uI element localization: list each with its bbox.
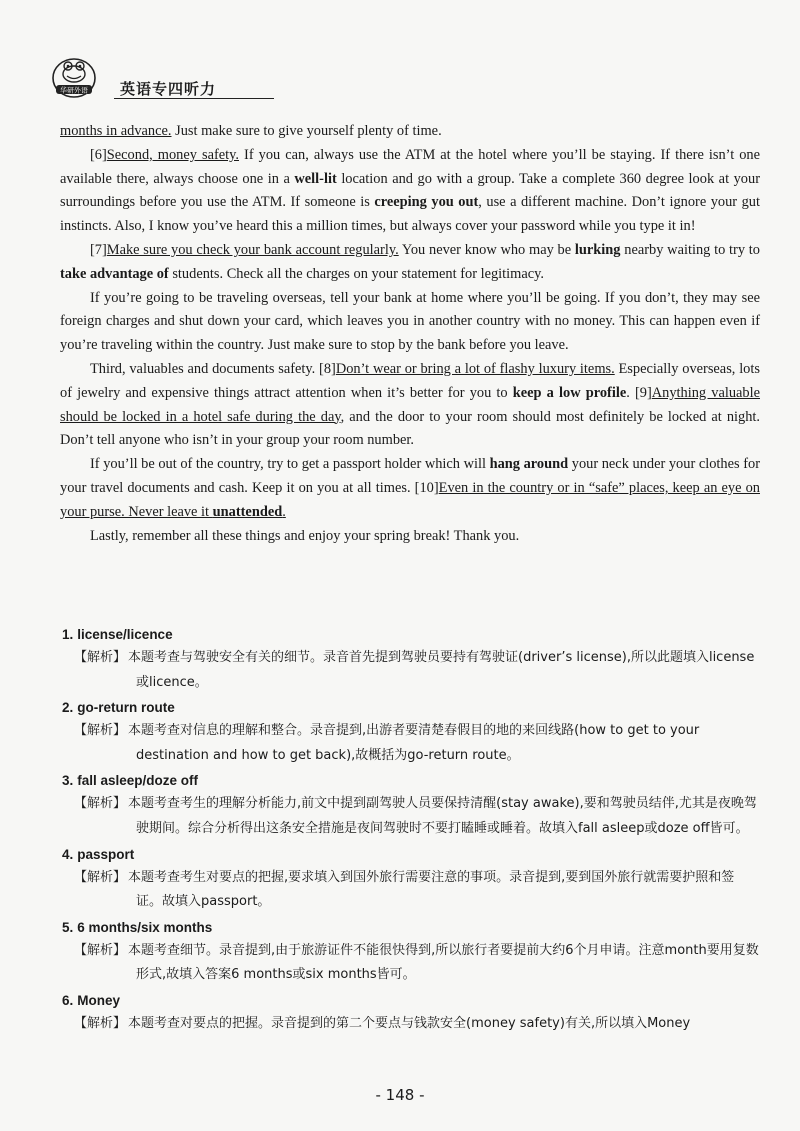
answer-heading <box>62 624 760 646</box>
answer-explanation <box>74 792 760 841</box>
passage-text: take advantage of <box>60 265 169 282</box>
book-title: 英语专四听力 <box>120 80 217 98</box>
answer-key: passport <box>77 846 135 862</box>
answer-item <box>60 917 760 988</box>
answer-number: 5. <box>62 919 74 935</box>
passage-text: lurking <box>574 241 621 258</box>
passage-text: , use a different machine. Don’t ignore your gut instincts. Also, I know you’ve heard this a million times, but always cover your password while you type it in! <box>60 194 760 235</box>
passage-paragraph <box>60 287 760 358</box>
answer-explanation <box>74 719 760 768</box>
explanation-tag: 【解析】 <box>74 1015 127 1031</box>
answer-explanation <box>74 646 760 695</box>
passage-paragraph <box>60 144 760 239</box>
answer-explanation <box>74 1012 760 1037</box>
passage-text: nearby waiting to try to <box>620 241 760 258</box>
answer-item <box>60 770 760 841</box>
passage-paragraph <box>60 453 760 524</box>
passage-text: . [9] <box>626 384 652 401</box>
answer-item <box>60 990 760 1037</box>
listening-script-passage <box>60 120 760 548</box>
answer-explanation <box>74 866 760 915</box>
answer-key: Money <box>77 992 121 1008</box>
passage-text: , and the door to your room should most definitely be locked at night. Don’t tell anyone who isn’t in your group your room number. <box>60 408 761 449</box>
header-divider <box>114 98 274 99</box>
answer-heading <box>62 844 760 866</box>
answer-key: license/licence <box>77 627 173 642</box>
underlined-answer-text: . <box>282 503 286 520</box>
passage-text: Just make sure to give yourself plenty of time. <box>171 123 442 139</box>
answer-number: 1. <box>62 627 74 642</box>
answer-explanation <box>74 939 760 988</box>
answer-heading <box>62 770 760 792</box>
passage-text: Third, valuables and documents safety. [8] <box>90 360 336 377</box>
answer-key: fall asleep/doze off <box>77 773 199 789</box>
explanation-tag: 【解析】 <box>74 869 127 885</box>
page-header <box>40 52 760 102</box>
explanation-text: 本题考查考生的理解分析能力,前文中提到副驾驶人员要保持清醒(stay awake),要和驾驶员结伴,尤其是夜晚驾驶期间。综合分析得出这条安全措施是夜间驾驶时不要打瞌睡或睡着。故填入fall asleep或doze off皆可。 <box>128 796 757 836</box>
explanation-tag: 【解析】 <box>74 650 127 665</box>
passage-text: [7] <box>90 241 107 258</box>
page-number: - 148 - <box>375 1086 425 1104</box>
passage-text: If you’ll be out of the country, try to get a passport holder which will <box>90 456 490 473</box>
underlined-answer-text: Even in the country or in “safe” places, keep an eye on your purse. Never leave it <box>60 479 760 520</box>
answer-item <box>60 697 760 768</box>
underlined-answer-text: Don’t wear or bring a lot of flashy luxury items. <box>335 360 615 377</box>
logo-text: 华研外语 <box>60 86 88 95</box>
explanation-text: 本题考查对信息的理解和整合。录音提到,出游者要清楚春假目的地的来回线路(how to get to your destination and how to get back),故概括为go-return route。 <box>128 723 700 763</box>
passage-text: Especially overseas, lots of jewelry and expensive things attract attention when it’s better for you to <box>60 360 760 401</box>
answer-heading <box>62 990 760 1012</box>
passage-text: students. Check all the charges on your statement for legitimacy. <box>168 265 544 282</box>
passage-text: keep a low profile <box>512 384 627 401</box>
passage-text: If you’re going to be traveling overseas, tell your bank at home where you’ll be going. If you don’t, they may see foreign charges and shut down your card, which leaves you in another country with no money. This can happen even if you’re traveling within the country. Just make sure to stop by the bank before you leave. <box>60 289 760 354</box>
answer-number: 6. <box>62 992 74 1008</box>
passage-paragraph <box>60 525 760 549</box>
explanation-text: 本题考查对要点的把握。录音提到的第二个要点与钱款安全(money safety)有关,所以填入Money <box>128 1015 691 1031</box>
underlined-answer-text: unattended <box>212 503 283 520</box>
answer-number: 3. <box>62 773 74 789</box>
underlined-answer-text: months in advance. <box>60 123 172 139</box>
explanation-text: 本题考查细节。录音提到,由于旅游证件不能很快得到,所以旅行者要提前大约6个月申请。注意month要用复数形式,故填入答案6 months或six months皆可。 <box>128 942 759 983</box>
answer-number: 2. <box>62 700 74 716</box>
passage-text: hang around <box>489 456 569 473</box>
underlined-answer-text: Make sure you check your bank account regularly. <box>106 241 399 258</box>
answer-key: 6 months/six months <box>77 919 213 935</box>
explanation-text: 本题考查与驾驶安全有关的细节。录音首先提到驾驶员要持有驾驶证(driver’s license),所以此题填入license或licence。 <box>128 650 755 690</box>
answer-heading <box>62 917 760 939</box>
answer-heading <box>62 697 760 719</box>
passage-paragraph <box>60 239 760 287</box>
answer-number: 4. <box>62 846 74 862</box>
answer-item <box>60 844 760 915</box>
passage-text: If you can, always use the ATM at the hotel where you’ll be staying. If there isn’t one available there, always choose one in a <box>60 146 760 187</box>
passage-text: creeping you out <box>374 194 479 211</box>
explanation-tag: 【解析】 <box>74 942 127 958</box>
explanation-tag: 【解析】 <box>74 723 127 739</box>
passage-text: Lastly, remember all these things and enjoy your spring break! Thank you. <box>90 527 520 544</box>
underlined-answer-text: Anything valuable should be locked in a hotel safe during the day <box>60 384 760 425</box>
answer-key: go-return route <box>77 700 175 716</box>
passage-text: well-lit <box>294 170 337 187</box>
explanation-text: 本题考查考生对要点的把握,要求填入到国外旅行需要注意的事项。录音提到,要到国外旅行就需要护照和签证。故填入passport。 <box>128 869 735 910</box>
passage-paragraph <box>60 358 760 453</box>
frog-logo-icon <box>50 52 98 100</box>
passage-text: your neck under your clothes for your travel documents and cash. Keep it on you at all times. [10] <box>60 456 760 496</box>
answer-explanations <box>60 624 760 1039</box>
explanation-tag: 【解析】 <box>74 796 127 812</box>
passage-text: You never know who may be <box>398 241 575 258</box>
underlined-answer-text: Second, money safety. <box>106 146 239 163</box>
passage-text: location and go with a group. Take a complete 360 degree look at your surroundings before you use the ATM. If someone is <box>60 170 760 211</box>
passage-paragraph <box>60 120 760 144</box>
answer-item <box>60 624 760 695</box>
passage-text: [6] <box>90 146 107 163</box>
